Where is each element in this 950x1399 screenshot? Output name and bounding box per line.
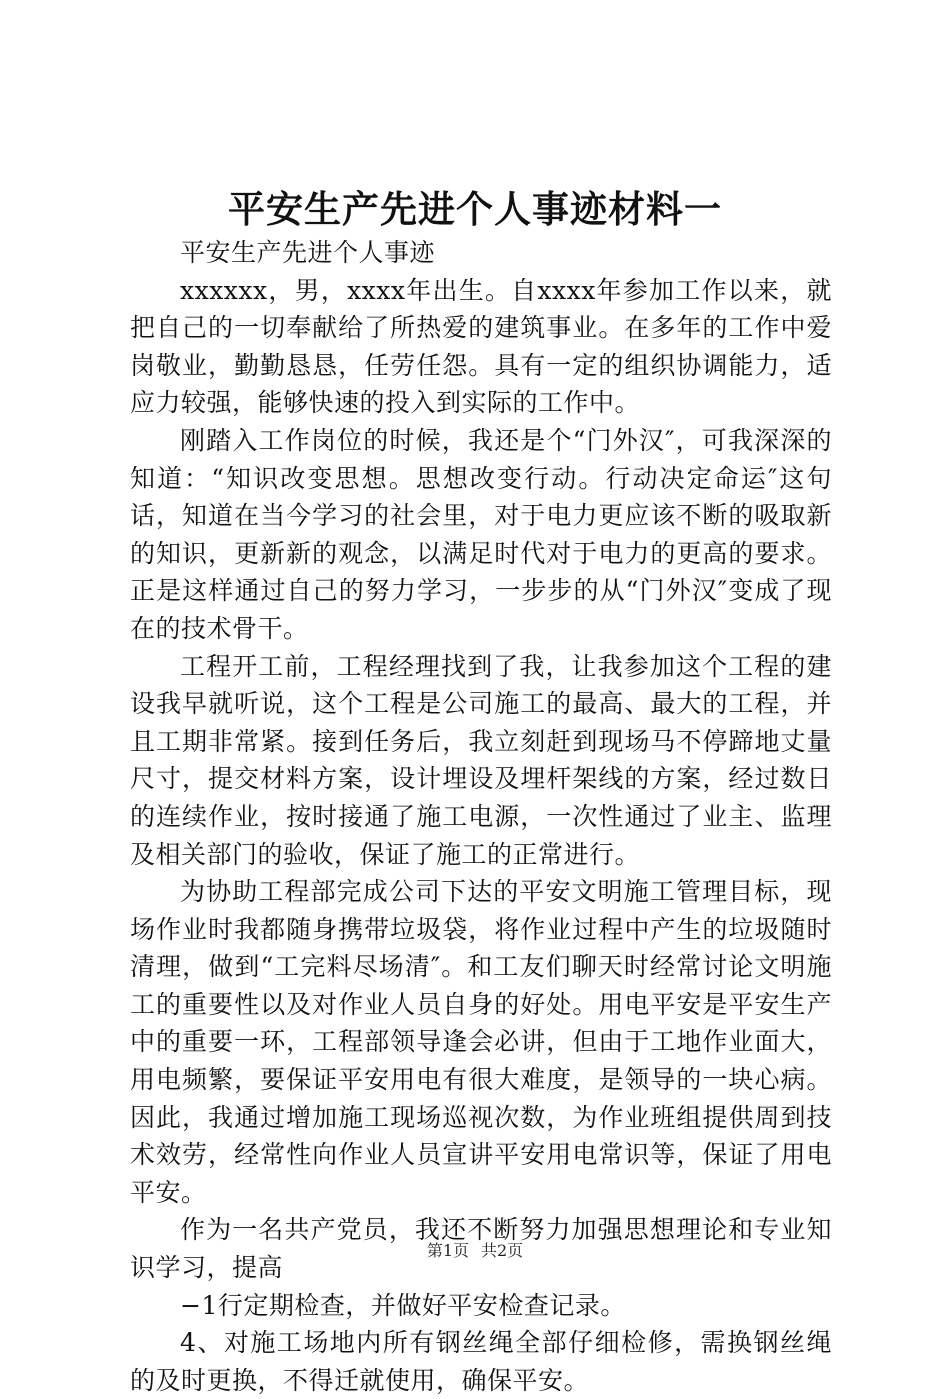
page-footer (0, 1240, 950, 1262)
page-total: 共2页 (481, 1241, 524, 1260)
paragraph-subtitle: 平安生产先进个人事迹 (180, 238, 436, 267)
paragraph-intro: xxxxxx，男，xxxx年出生。自xxxx年参加工作以来，就把自己的一切奉献给了所热爱的建筑事业。在多年的工作中爱岗敬业，勤勤恳恳，任劳任怨。具有一定的组织协调能力，适应力较强，能够快速的投入到实际的工作中。 (130, 275, 832, 418)
paragraph-party-member: 作为一名共产党员，我还不断努力加强思想理论和专业知识学习，提高 (130, 1215, 832, 1283)
paragraph-wire-rope: 4、对施工场地内所有钢丝绳全部仔细检修，需换钢丝绳的及时更换，不得迁就使用，确保平安。 (130, 1328, 832, 1395)
paragraph-project: 工程开工前，工程经理找到了我，让我参加这个工程的建设我早就听说，这个工程是公司施工的最高、最大的工程，并且工期非常紧。接到任务后，我立刻赶到现场马不停蹄地丈量尺寸，提交材料方案，设计埋设及埋杆架线的方案，经过数日的连续作业，按时接通了施工电源，一次性通过了业主、监理及相关部门的验收，保证了施工的正常进行。 (130, 651, 832, 869)
paragraph-safety: 为协助工程部完成公司下达的平安文明施工管理目标，现场作业时我都随身携带垃圾袋，将作业过程中产生的垃圾随时清理，做到“工完料尽场清″。和工友们聊天时经常讨论文明施工的重要性以及对作业人员自身的好处。用电平安是平安生产中的重要一环，工程部领导逢会必讲，但由于工地作业面大，用电频繁，要保证平安用电有很大难度，是领导的一块心病。因此，我通过增加施工现场巡视次数，为作业班组提供周到技术效劳，经常性向作业人员宣讲平安用电常识等，保证了用电平安。 (130, 877, 832, 1207)
page-number: 第1页 (426, 1241, 469, 1260)
document-body (130, 234, 832, 1399)
paragraph-learning: 刚踏入工作岗位的时候，我还是个“门外汉″，可我深深的知道：“知识改变思想。思想改变行动。行动决定命运″这句话，知道在当今学习的社会里，对于电力更应该不断的吸取新的知识，更新新的观念，以满足时代对于电力的更高的要求。正是这样通过自己的努力学习，一步步的从“门外汉″变成了现在的技术骨干。 (130, 425, 832, 643)
document-title: 平安生产先进个人事迹材料一 (228, 187, 722, 231)
paragraph-inspection: −1行定期检查，并做好平安检查记录。 (180, 1290, 626, 1320)
